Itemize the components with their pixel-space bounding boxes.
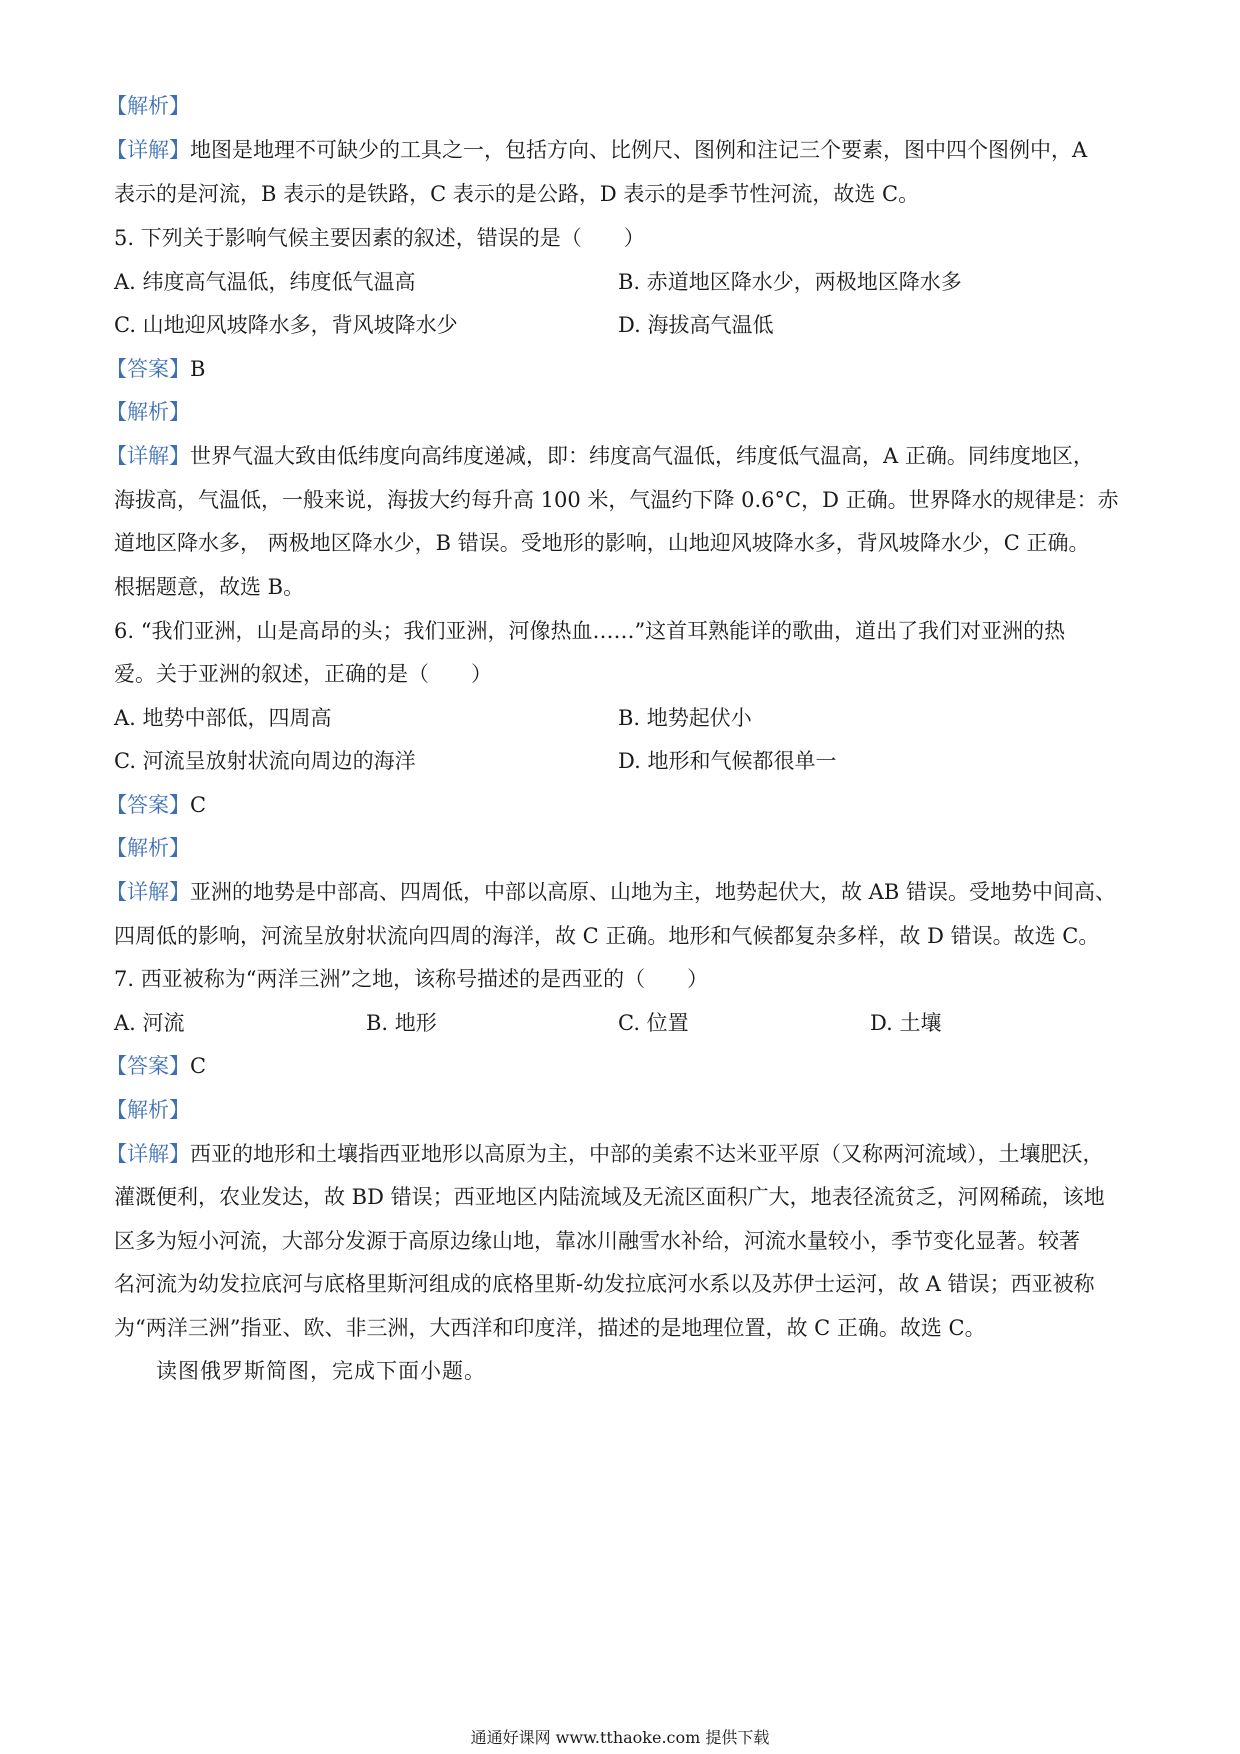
q7-detail-line-3: 区多为短小河流，大部分发源于高原边缘山地，靠冰川融雪水补给，河流水量较小，季节变化显著。较著	[114, 1229, 1080, 1253]
q5-analysis-heading	[106, 398, 1134, 426]
detail-tag: 【详解】	[106, 138, 190, 162]
q7-answer-value: C	[190, 1054, 207, 1078]
q6-stem-line-1: 6. “我们亚洲，山是高昂的头；我们亚洲，河像热血……”这首耳熟能详的歌曲，道出了我们对亚洲的热	[114, 619, 1066, 643]
q7-detail-line-2: 灌溉便利，农业发达，故 BD 错误；西亚地区内陆流域及无流区面积广大，地表径流贫乏，河网稀疏，该地	[114, 1185, 1105, 1209]
detail-tag: 【详解】	[106, 444, 190, 468]
q5-answer	[106, 355, 1134, 383]
q6-answer	[106, 791, 1134, 819]
q5-detail-line-1	[106, 442, 1134, 470]
q5-detail-line-2: 海拔高，气温低，一般来说，海拔大约每升高 100 米，气温约下降 0.6°C，D 正确。世界降水的规律是：赤	[114, 488, 1119, 512]
q5-option-c: C. 山地迎风坡降水多，背风坡降水少	[114, 313, 458, 337]
q6-option-d: D. 地形和气候都很单一	[618, 749, 837, 773]
q7-answer	[106, 1052, 1134, 1080]
q6-analysis-heading	[106, 834, 1134, 862]
q4-detail-text-1: 地图是地理不可缺少的工具之一，包括方向、比例尺、图例和注记三个要素，图中四个图例中，A	[190, 138, 1088, 162]
detail-tag: 【详解】	[106, 880, 190, 904]
q6-option-c: C. 河流呈放射状流向周边的海洋	[114, 749, 416, 773]
analysis-tag: 【解析】	[106, 1098, 190, 1122]
q6-detail-text-1: 亚洲的地势是中部高、四周低，中部以高原、山地为主，地势起伏大，故 AB 错误。受地势中间高、	[190, 880, 1116, 904]
q7-analysis-heading	[106, 1096, 1134, 1124]
q5-option-b: B. 赤道地区降水少，两极地区降水多	[618, 270, 962, 294]
page-footer: 通通好课网 www.tthaoke.com 提供下载	[470, 1728, 770, 1747]
q7-detail-text-1: 西亚的地形和土壤指西亚地形以高原为主，中部的美索不达米亚平原（又称两河流域），土壤肥沃，	[190, 1142, 1104, 1166]
q4-detail-line-2: 表示的是河流，B 表示的是铁路，C 表示的是公路，D 表示的是季节性河流，故选 C。	[114, 182, 920, 206]
q5-stem: 5. 下列关于影响气候主要因素的叙述，错误的是（ ）	[114, 226, 645, 250]
q6-detail-line-2: 四周低的影响，河流呈放射状流向四周的海洋，故 C 正确。地形和气候都复杂多样，故 D 错误。故选 C。	[114, 924, 1100, 948]
answer-tag: 【答案】	[106, 793, 190, 817]
q4-detail-line-1	[106, 136, 1134, 164]
answer-tag: 【答案】	[106, 357, 190, 381]
q5-detail-line-3: 道地区降水多， 两极地区降水少，B 错误。受地形的影响，山地迎风坡降水多，背风坡降水少，C 正确。	[114, 531, 1090, 555]
q7-option-b: B. 地形	[366, 1011, 437, 1035]
russia-map-intro: 读图俄罗斯简图，完成下面小题。	[156, 1359, 486, 1383]
q6-detail-line-1	[106, 878, 1134, 906]
q7-option-c: C. 位置	[618, 1011, 689, 1035]
analysis-tag: 【解析】	[106, 94, 190, 118]
q5-detail-line-4: 根据题意，故选 B。	[114, 575, 305, 599]
q6-option-a: A. 地势中部低，四周高	[114, 706, 332, 730]
q4-analysis-heading	[106, 92, 1134, 120]
analysis-tag: 【解析】	[106, 400, 190, 424]
q7-option-d: D. 土壤	[870, 1011, 942, 1035]
q7-stem: 7. 西亚被称为“两洋三洲”之地，该称号描述的是西亚的（ ）	[114, 967, 709, 991]
q7-detail-line-4: 名河流为幼发拉底河与底格里斯河组成的底格里斯-幼发拉底河水系以及苏伊士运河，故 A 错误；西亚被称	[114, 1272, 1095, 1296]
q6-stem-line-2: 爱。关于亚洲的叙述，正确的是（ ）	[114, 662, 492, 686]
q7-option-a: A. 河流	[114, 1011, 185, 1035]
detail-tag: 【详解】	[106, 1142, 190, 1166]
q6-answer-value: C	[190, 793, 207, 817]
analysis-tag: 【解析】	[106, 836, 190, 860]
q6-option-b: B. 地势起伏小	[618, 706, 752, 730]
q5-option-a: A. 纬度高气温低，纬度低气温高	[114, 270, 416, 294]
q7-detail-line-1	[106, 1140, 1134, 1168]
q7-detail-line-5: 为“两洋三洲”指亚、欧、非三洲，大西洋和印度洋，描述的是地理位置，故 C 正确。故选 C。	[114, 1316, 986, 1340]
q5-option-d: D. 海拔高气温低	[618, 313, 774, 337]
answer-tag: 【答案】	[106, 1054, 190, 1078]
q5-detail-text-1: 世界气温大致由低纬度向高纬度递减，即：纬度高气温低，纬度低气温高，A 正确。同纬度地区，	[190, 444, 1094, 468]
q5-answer-value: B	[190, 357, 206, 381]
